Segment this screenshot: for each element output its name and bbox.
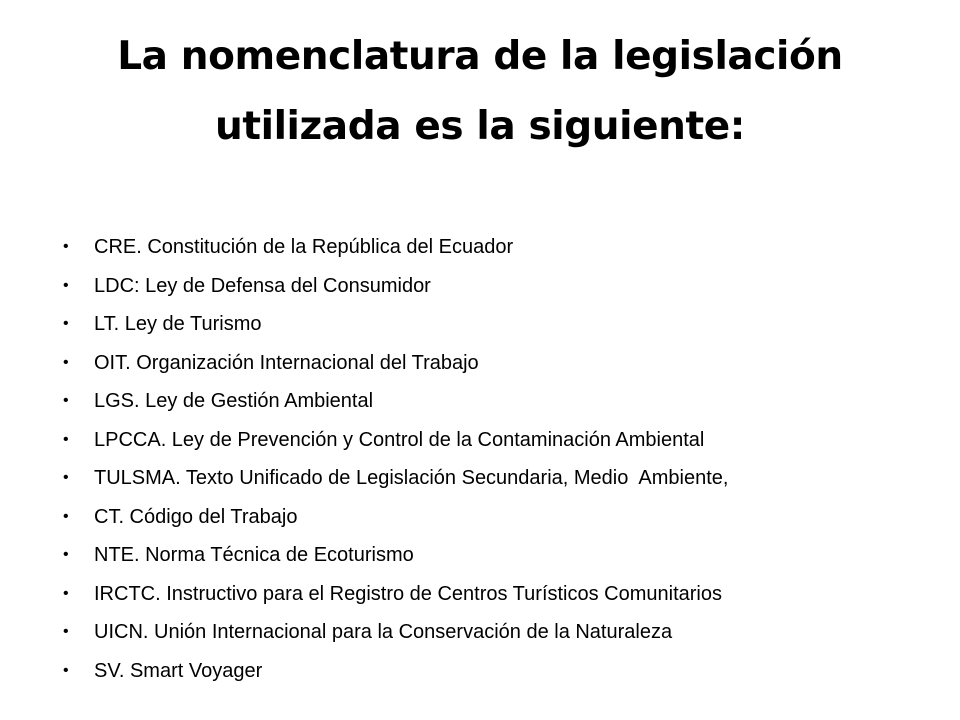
list-item: [63, 305, 923, 344]
list-item-text: IRCTC. Instructivo para el Registro de Centros Turísticos Comunitarios: [94, 582, 722, 605]
bullet-icon: •: [63, 469, 69, 486]
list-item: [63, 652, 923, 691]
list-item: [63, 267, 923, 306]
list-item: [63, 344, 923, 383]
bullet-icon: •: [63, 623, 69, 640]
list-item: [63, 382, 923, 421]
list-item-text: OIT. Organización Internacional del Trabajo: [94, 351, 479, 374]
bullet-icon: •: [63, 276, 69, 294]
bullet-icon: •: [63, 353, 69, 371]
list-item: [63, 228, 923, 267]
bullet-icon: •: [63, 546, 69, 563]
bullet-icon: •: [63, 238, 69, 255]
bullet-icon: •: [63, 392, 69, 409]
bullet-icon: •: [63, 507, 69, 525]
list-item-text: CRE. Constitución de la República del Ecuador: [94, 236, 514, 258]
bullet-list: [63, 228, 923, 690]
list-item: [63, 613, 923, 652]
list-item: [63, 575, 923, 614]
list-item-text: LPCCA. Ley de Prevención y Control de la Contaminación Ambiental: [94, 428, 705, 451]
list-item-text: LGS. Ley de Gestión Ambiental: [94, 390, 374, 412]
list-item: [63, 498, 923, 537]
bullet-icon: •: [63, 315, 69, 332]
list-item-text: NTE. Norma Técnica de Ecoturismo: [94, 544, 414, 566]
slide-title-line-2: utilizada es la siguiente:: [215, 104, 745, 149]
list-item-text: CT. Código del Trabajo: [94, 505, 298, 528]
list-item: [63, 421, 923, 460]
bullet-icon: •: [63, 584, 69, 602]
slide-title-line-1: La nomenclatura de la legislación: [117, 34, 843, 79]
list-item-text: TULSMA. Texto Unificado de Legislación Secundaria, Medio Ambiente,: [94, 467, 729, 489]
list-item-text: SV. Smart Voyager: [94, 659, 263, 682]
list-item-text: LDC: Ley de Defensa del Consumidor: [94, 274, 431, 297]
list-item-text: UICN. Unión Internacional para la Conservación de la Naturaleza: [94, 621, 673, 643]
bullet-icon: •: [63, 661, 69, 679]
slide-title: [40, 22, 920, 162]
list-item: [63, 536, 923, 575]
list-item: [63, 459, 923, 498]
list-item-text: LT. Ley de Turismo: [94, 313, 262, 335]
bullet-icon: •: [63, 430, 69, 448]
